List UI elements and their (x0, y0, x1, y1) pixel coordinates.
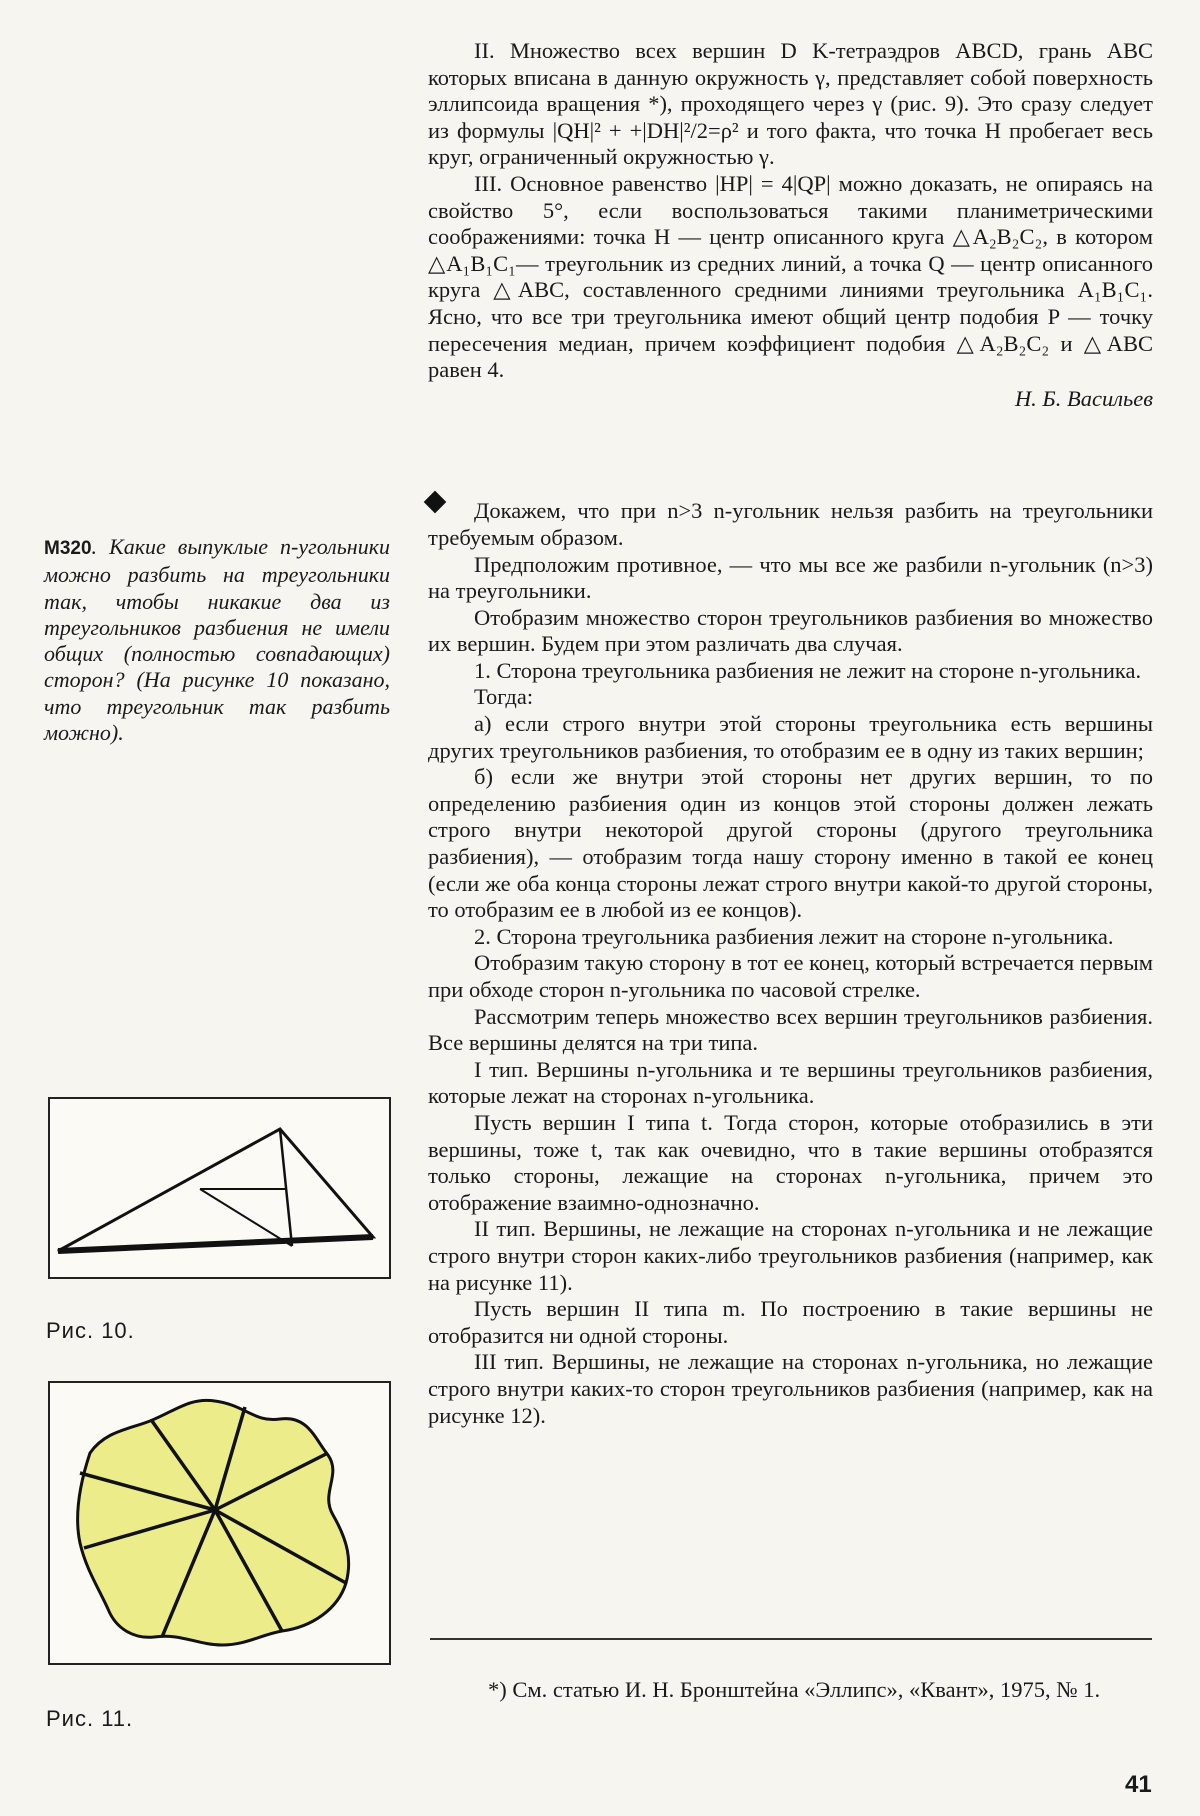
solution-paragraph: II тип. Вершины, не лежащие на сторонах n-угольника и не лежащие строго внутри сторон каких-либо треугольников разбиения (например, как на рисунке 11). (428, 1216, 1153, 1295)
inner-segment (200, 1189, 292, 1246)
problem-statement (44, 534, 390, 746)
solution-paragraph: Тогда: (474, 684, 534, 710)
section-gap (428, 412, 1153, 498)
solution-paragraph: Отобразим множество сторон треугольников разбиения во множество их вершин. Будем при этом различать два случая. (428, 604, 1153, 657)
problem-text: . Какие выпуклые n-угольники можно разбить на треугольники так, чтобы никакие два из треугольников разбиения не имели общих (полностью совпадающих) сторон? (На рисунке 10 показано, что треугольник так разбить можно). (44, 534, 390, 746)
figure-10-caption: Рис. 10. (46, 1318, 135, 1343)
problem-id: М320 (44, 538, 92, 559)
footnote-text: *) См. статью И. Н. Бронштейна «Эллипс», «Квант», 1975, № 1. (488, 1677, 1101, 1702)
paragraph-II: II. Множество всех вершин D K-тетраэдров ABCD, грань ABC которых вписана в данную окружность γ, представляет собой поверхность эллипсоида вращения *), проходящего через γ (рис. 9). Это сразу следует из формулы |QH|² + +|DH|²/2=ρ² и того факта, что точка H пробегает весь круг, ограниченный окружностью γ. (428, 38, 1153, 170)
figure-10 (48, 1097, 391, 1279)
solution-paragraph: а) если строго внутри этой стороны треугольника есть вершины других треугольников разбиения, то отобразим ее в одну из таких вершин; (428, 711, 1153, 763)
page-number: 41 (1125, 1771, 1152, 1798)
solution-paragraph: 2. Сторона треугольника разбиения лежит на стороне n-угольника. (474, 923, 1114, 949)
main-column (428, 38, 1153, 1429)
footnote-divider (430, 1638, 1152, 1640)
author-signature: Н. Б. Васильев (1014, 385, 1153, 411)
solution-paragraph: III тип. Вершины, не лежащие на сторонах n-угольника, но лежащие строго внутри каких-то сторон треугольников разбиения (например, как на рисунке 12). (428, 1349, 1153, 1428)
solution-paragraph: 1. Сторона треугольника разбиения не лежит на стороне n-угольника. (474, 657, 1142, 683)
paragraph-III: III. Основное равенство |HP| = 4|QP| можно доказать, не опираясь на свойство 5°, если воспользоваться такими планиметрическими соображениями: точка H — центр описанного круга △A₂B₂C₂, в котором △A₁B₁C₁— треугольник из средних линий, а точка Q — центр описанного круга △ABC, составленного средними линиями треугольника A₁B₁C₁. Ясно, что все три треугольника имеют общий центр подобия P — точку пересечения медиан, причем коэффициент подобия △A₂B₂C₂ и △ABC равен 4. (428, 170, 1153, 383)
solution-paragraph: Предположим противное, — что мы все же разбили n-угольник (n>3) на треугольники. (428, 551, 1153, 604)
solution-paragraph: Рассмотрим теперь множество всех вершин треугольников разбиения. Все вершины делятся на три типа. (428, 1003, 1153, 1056)
triangle-base (58, 1237, 373, 1251)
solution-paragraph: б) если же внутри этой стороны нет других вершин, то по определению разбиения один из концов этой стороны должен лежать строго внутри некоторой другой стороны (другого треугольника разбиения), — отобразим тогда нашу сторону именно в такой ее конец (если же оба конца стороны лежат строго внутри какой-то другой стороны, то отобразим ее в любой из ее концов). (428, 764, 1153, 923)
solution-paragraph: Пусть вершин I типа t. Тогда сторон, которые отобразились в эти вершины, тоже t, так как очевидно, что в такие вершины отобразятся только стороны, лежащие на сторонах n-угольника, причем это отображение взаимно-однозначно. (428, 1109, 1153, 1215)
irregular-region (78, 1400, 349, 1645)
solution-paragraph: Докажем, что при n>3 n-угольник нельзя разбить на треугольники требуемым образом. (428, 498, 1153, 550)
polygon-fan-diagram (50, 1383, 389, 1663)
solution-paragraph: Пусть вершин II типа m. По построению в такие вершины не отобразится ни одной стороны. (428, 1296, 1153, 1348)
triangle-partition-diagram (50, 1099, 389, 1277)
solution-paragraph: Отобразим такую сторону в тот ее конец, который встречается первым при обходе сторон n-угольника по часовой стрелке. (428, 950, 1153, 1002)
footnote (430, 1676, 1152, 1703)
figure-11-caption: Рис. 11. (46, 1706, 134, 1731)
solution-paragraph: I тип. Вершины n-угольника и те вершины треугольников разбиения, которые лежат на сторонах n-угольника. (428, 1056, 1153, 1109)
figure-11 (48, 1381, 391, 1665)
inner-segment (280, 1129, 292, 1246)
